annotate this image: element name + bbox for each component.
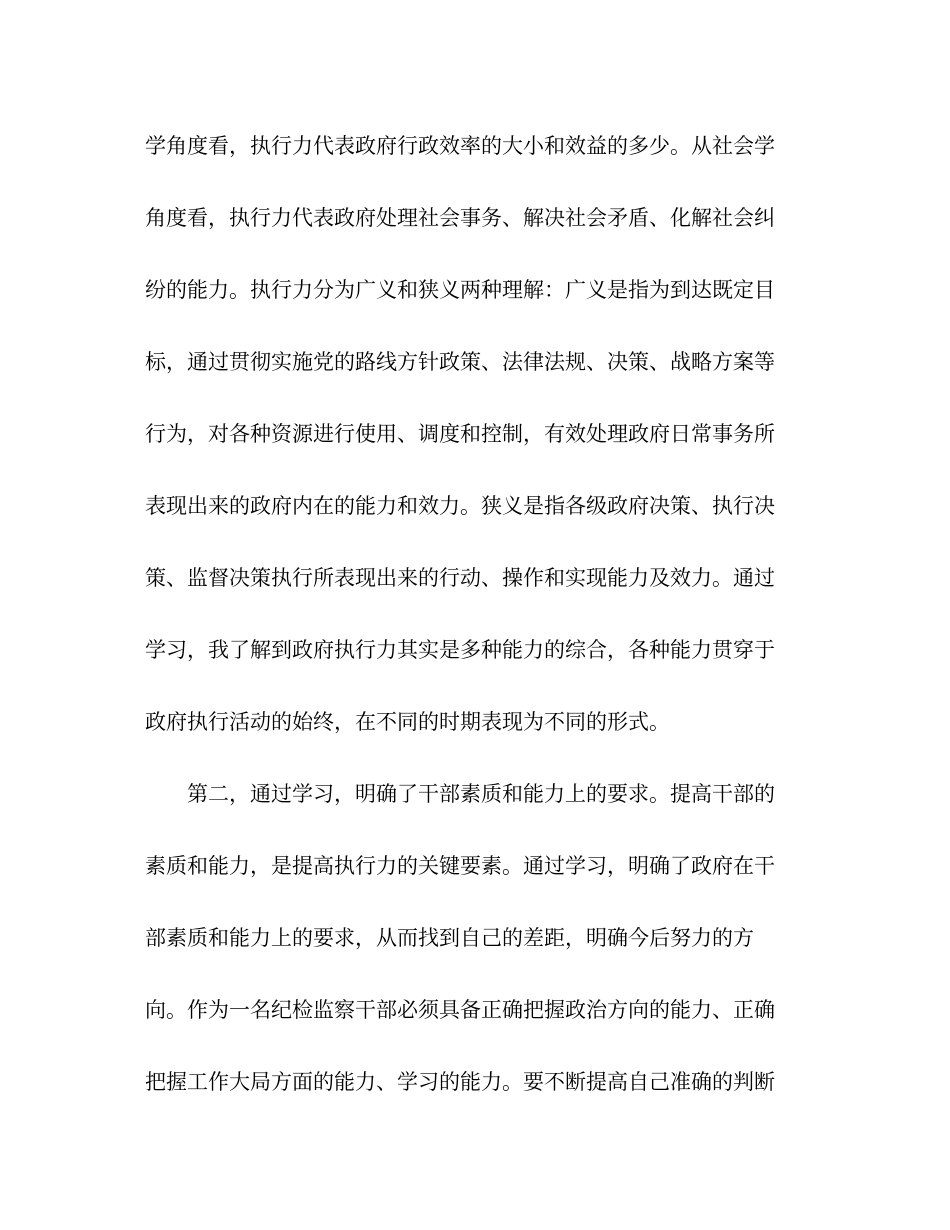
paragraph-start-line: 第二，通过学习，明确了干部素质和能力上的要求。提高干部的 xyxy=(187,782,775,806)
text-line: 角度看，执行力代表政府处理社会事务、解决社会矛盾、化解社会纠 xyxy=(145,206,775,230)
text-line: 行为，对各种资源进行使用、调度和控制，有效处理政府日常事务所 xyxy=(145,422,775,446)
text-line: 部素质和能力上的要求，从而找到自己的差距，明确今后努力的方 xyxy=(145,926,754,950)
text-line: 标，通过贯彻实施党的路线方针政策、法律法规、决策、战略方案等 xyxy=(145,350,775,374)
text-line: 素质和能力，是提高执行力的关键要素。通过学习，明确了政府在干 xyxy=(145,854,775,878)
text-line: 把握工作大局方面的能力、学习的能力。要不断提高自己准确的判断 xyxy=(145,1070,775,1094)
text-line: 策、监督决策执行所表现出来的行动、操作和实现能力及效力。通过 xyxy=(145,566,775,590)
text-line: 学习，我了解到政府执行力其实是多种能力的综合，各种能力贯穿于 xyxy=(145,638,775,662)
text-line: 纷的能力。执行力分为广义和狭义两种理解：广义是指为到达既定目 xyxy=(145,278,775,302)
text-line: 政府执行活动的始终，在不同的时期表现为不同的形式。 xyxy=(145,710,670,734)
text-line: 表现出来的政府内在的能力和效力。狭义是指各级政府决策、执行决 xyxy=(145,494,775,518)
text-line: 学角度看，执行力代表政府行政效率的大小和效益的多少。从社会学 xyxy=(145,134,775,158)
text-line: 向。作为一名纪检监察干部必须具备正确把握政治方向的能力、正确 xyxy=(145,998,775,1022)
